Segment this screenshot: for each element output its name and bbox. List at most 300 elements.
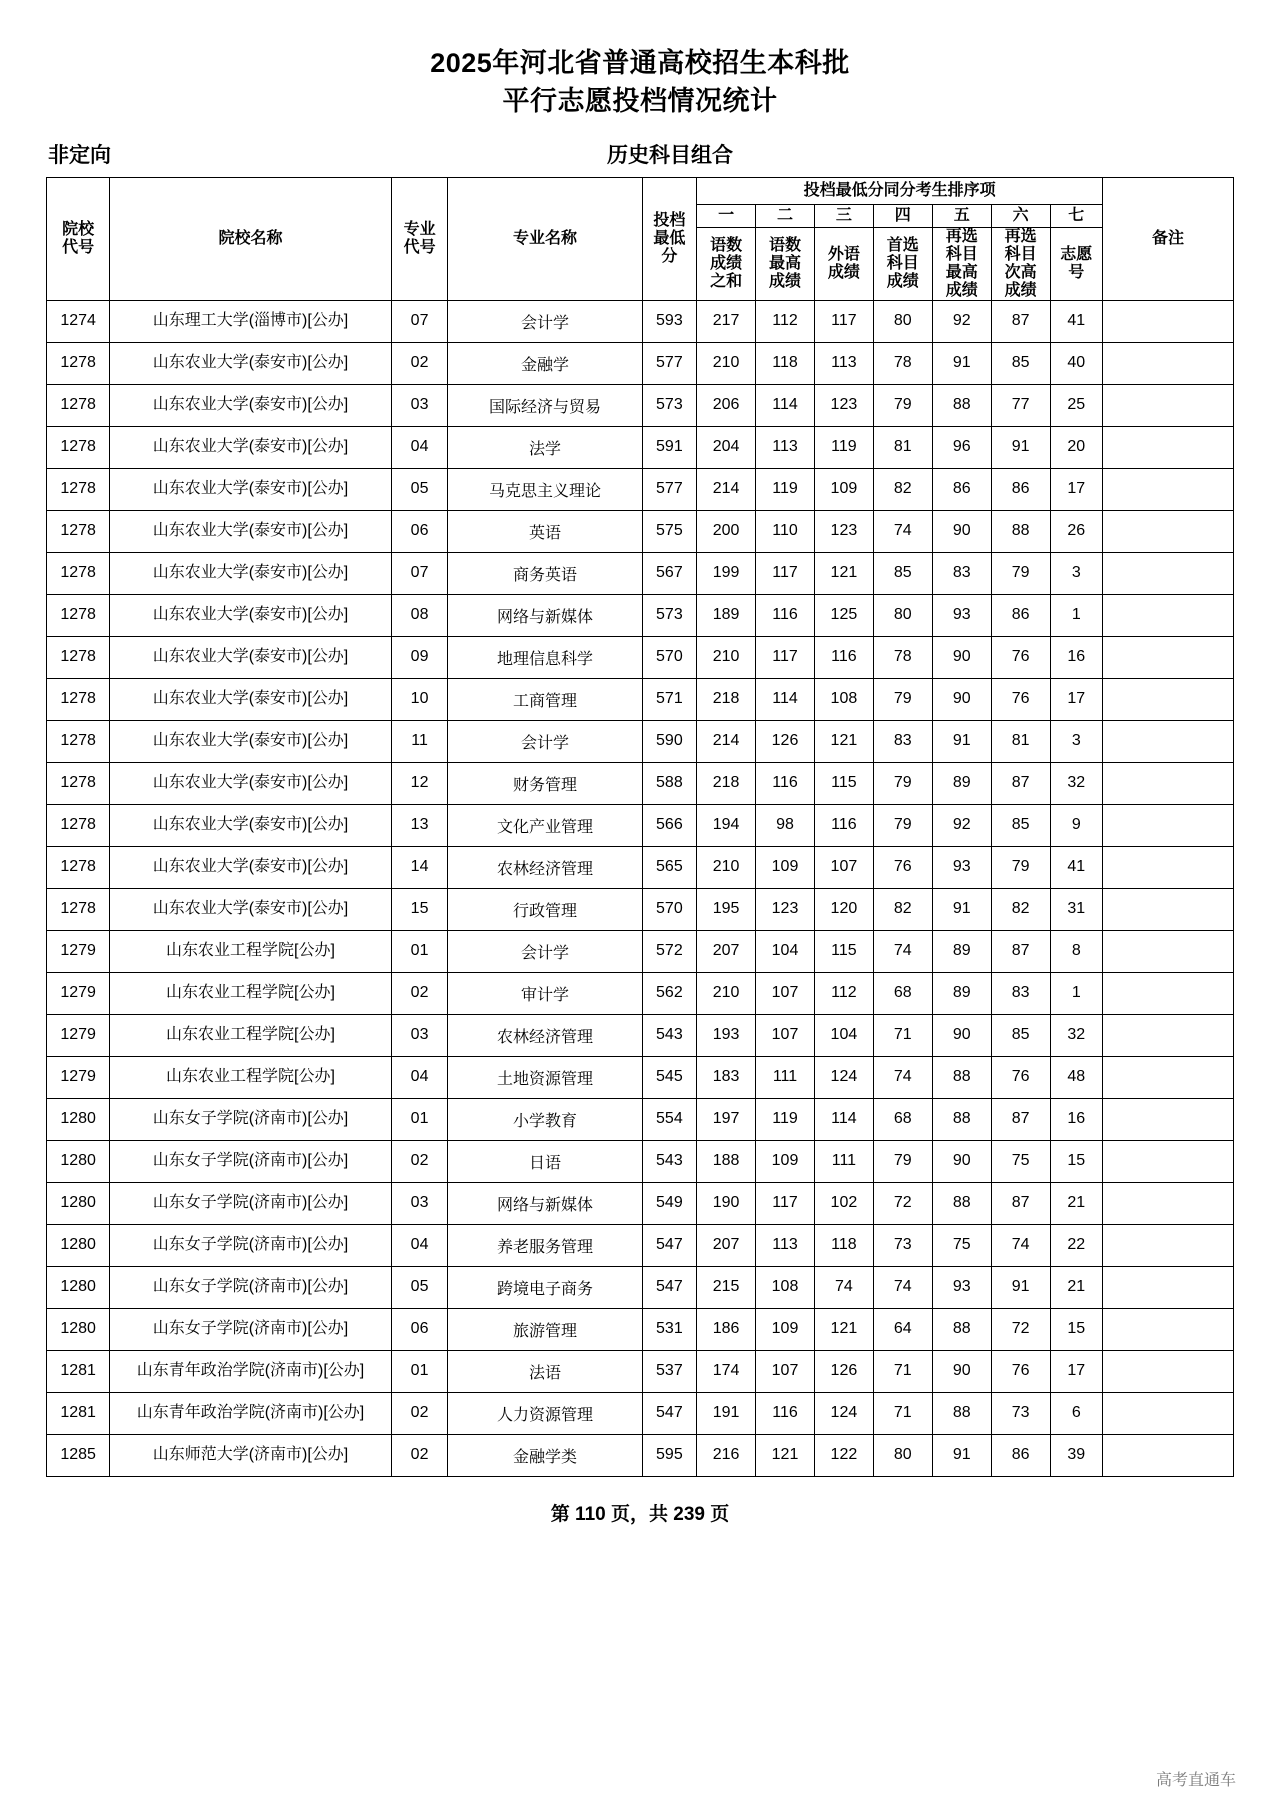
cell-rank-5: 90 <box>932 1140 991 1182</box>
header-rank-num-5: 五 <box>932 204 991 227</box>
cell-rank-5: 90 <box>932 1014 991 1056</box>
cell-rank-5: 90 <box>932 1350 991 1392</box>
cell-rank-1: 206 <box>697 384 756 426</box>
cell-major-name: 日语 <box>448 1140 642 1182</box>
cell-major-code: 02 <box>391 1140 448 1182</box>
cell-major-name: 农林经济管理 <box>448 846 642 888</box>
cell-major-name: 旅游管理 <box>448 1308 642 1350</box>
cell-rank-2: 109 <box>756 1140 815 1182</box>
cell-rank-1: 200 <box>697 510 756 552</box>
cell-rank-2: 111 <box>756 1056 815 1098</box>
table-row <box>47 720 1234 762</box>
cell-rank-7: 22 <box>1050 1224 1102 1266</box>
cell-rank-2: 114 <box>756 384 815 426</box>
cell-school-name: 山东理工大学(淄博市)[公办] <box>110 300 391 342</box>
header-rank-num-2: 二 <box>756 204 815 227</box>
cell-rank-4: 71 <box>873 1350 932 1392</box>
cell-rank-6: 79 <box>991 846 1050 888</box>
cell-rank-3: 104 <box>814 1014 873 1056</box>
cell-rank-4: 79 <box>873 384 932 426</box>
cell-min-score: 577 <box>642 468 697 510</box>
cell-major-code: 07 <box>391 552 448 594</box>
cell-rank-3: 108 <box>814 678 873 720</box>
cell-rank-1: 195 <box>697 888 756 930</box>
cell-rank-3: 114 <box>814 1098 873 1140</box>
table-row <box>47 1014 1234 1056</box>
cell-school-code: 1278 <box>47 846 110 888</box>
cell-remark <box>1103 1014 1234 1056</box>
cell-major-name: 审计学 <box>448 972 642 1014</box>
cell-rank-7: 15 <box>1050 1308 1102 1350</box>
cell-rank-5: 91 <box>932 1434 991 1476</box>
cell-min-score: 537 <box>642 1350 697 1392</box>
cell-school-code: 1278 <box>47 384 110 426</box>
cell-school-code: 1278 <box>47 720 110 762</box>
cell-school-code: 1280 <box>47 1098 110 1140</box>
cell-school-name: 山东农业大学(泰安市)[公办] <box>110 720 391 762</box>
header-rank-num-7: 七 <box>1050 204 1102 227</box>
header-school-code: 院校 代号 <box>47 177 110 300</box>
cell-rank-3: 121 <box>814 1308 873 1350</box>
cell-rank-5: 88 <box>932 1056 991 1098</box>
cell-rank-7: 26 <box>1050 510 1102 552</box>
cell-rank-7: 31 <box>1050 888 1102 930</box>
table-row <box>47 468 1234 510</box>
cell-rank-3: 115 <box>814 930 873 972</box>
cell-rank-4: 71 <box>873 1014 932 1056</box>
cell-major-name: 土地资源管理 <box>448 1056 642 1098</box>
cell-rank-2: 119 <box>756 468 815 510</box>
cell-min-score: 571 <box>642 678 697 720</box>
title-line-2: 平行志愿投档情况统计 <box>502 86 778 117</box>
cell-major-name: 财务管理 <box>448 762 642 804</box>
cell-rank-1: 215 <box>697 1266 756 1308</box>
cell-major-name: 行政管理 <box>448 888 642 930</box>
cell-school-code: 1274 <box>47 300 110 342</box>
cell-remark <box>1103 720 1234 762</box>
cell-rank-4: 80 <box>873 1434 932 1476</box>
cell-rank-2: 116 <box>756 594 815 636</box>
cell-rank-7: 32 <box>1050 1014 1102 1056</box>
cell-major-code: 02 <box>391 1434 448 1476</box>
cell-rank-7: 41 <box>1050 846 1102 888</box>
cell-rank-1: 183 <box>697 1056 756 1098</box>
cell-rank-5: 89 <box>932 972 991 1014</box>
cell-rank-1: 218 <box>697 762 756 804</box>
cell-major-name: 农林经济管理 <box>448 1014 642 1056</box>
cell-major-name: 商务英语 <box>448 552 642 594</box>
cell-school-code: 1279 <box>47 1056 110 1098</box>
header-rank-label-4: 首选 科目 成绩 <box>873 227 932 300</box>
cell-rank-3: 125 <box>814 594 873 636</box>
cell-major-code: 01 <box>391 1350 448 1392</box>
cell-rank-6: 87 <box>991 300 1050 342</box>
cell-rank-2: 116 <box>756 762 815 804</box>
cell-rank-5: 90 <box>932 636 991 678</box>
cell-remark <box>1103 594 1234 636</box>
header-rank-label-1: 语数 成绩 之和 <box>697 227 756 300</box>
admission-score-table <box>46 177 1234 1477</box>
cell-rank-3: 112 <box>814 972 873 1014</box>
cell-remark <box>1103 468 1234 510</box>
cell-min-score: 543 <box>642 1014 697 1056</box>
cell-school-name: 山东农业工程学院[公办] <box>110 1056 391 1098</box>
table-row <box>47 1098 1234 1140</box>
cell-rank-4: 64 <box>873 1308 932 1350</box>
header-tiebreak-group: 投档最低分同分考生排序项 <box>697 177 1103 204</box>
cell-school-code: 1278 <box>47 510 110 552</box>
cell-remark <box>1103 342 1234 384</box>
cell-min-score: 545 <box>642 1056 697 1098</box>
table-row <box>47 1350 1234 1392</box>
cell-remark <box>1103 1182 1234 1224</box>
cell-major-code: 10 <box>391 678 448 720</box>
cell-rank-2: 107 <box>756 1350 815 1392</box>
cell-major-name: 会计学 <box>448 930 642 972</box>
cell-rank-1: 217 <box>697 300 756 342</box>
cell-rank-4: 74 <box>873 930 932 972</box>
cell-min-score: 547 <box>642 1266 697 1308</box>
cell-major-name: 跨境电子商务 <box>448 1266 642 1308</box>
cell-school-name: 山东农业工程学院[公办] <box>110 972 391 1014</box>
cell-rank-4: 82 <box>873 888 932 930</box>
cell-rank-3: 116 <box>814 804 873 846</box>
cell-rank-7: 17 <box>1050 1350 1102 1392</box>
cell-major-code: 13 <box>391 804 448 846</box>
header-remark: 备注 <box>1103 177 1234 300</box>
cell-rank-4: 83 <box>873 720 932 762</box>
cell-rank-5: 92 <box>932 300 991 342</box>
cell-rank-5: 83 <box>932 552 991 594</box>
cell-rank-3: 121 <box>814 720 873 762</box>
cell-rank-3: 120 <box>814 888 873 930</box>
cell-rank-2: 114 <box>756 678 815 720</box>
cell-remark <box>1103 1224 1234 1266</box>
cell-major-name: 金融学类 <box>448 1434 642 1476</box>
cell-rank-6: 91 <box>991 426 1050 468</box>
cell-rank-1: 210 <box>697 972 756 1014</box>
cell-rank-4: 79 <box>873 678 932 720</box>
cell-rank-3: 123 <box>814 510 873 552</box>
table-body <box>47 300 1234 1476</box>
cell-rank-7: 21 <box>1050 1182 1102 1224</box>
cell-min-score: 590 <box>642 720 697 762</box>
cell-rank-7: 25 <box>1050 384 1102 426</box>
cell-rank-4: 85 <box>873 552 932 594</box>
cell-major-name: 地理信息科学 <box>448 636 642 678</box>
cell-school-code: 1279 <box>47 1014 110 1056</box>
cell-rank-3: 123 <box>814 384 873 426</box>
cell-rank-5: 88 <box>932 1098 991 1140</box>
cell-remark <box>1103 300 1234 342</box>
cell-rank-1: 194 <box>697 804 756 846</box>
cell-remark <box>1103 426 1234 468</box>
cell-min-score: 566 <box>642 804 697 846</box>
cell-rank-2: 121 <box>756 1434 815 1476</box>
cell-school-name: 山东女子学院(济南市)[公办] <box>110 1098 391 1140</box>
cell-rank-1: 210 <box>697 846 756 888</box>
cell-major-code: 07 <box>391 300 448 342</box>
cell-remark <box>1103 804 1234 846</box>
cell-min-score: 572 <box>642 930 697 972</box>
cell-rank-4: 81 <box>873 426 932 468</box>
table-row <box>47 1224 1234 1266</box>
cell-rank-2: 117 <box>756 1182 815 1224</box>
cell-remark <box>1103 1434 1234 1476</box>
cell-min-score: 595 <box>642 1434 697 1476</box>
table-row <box>47 1434 1234 1476</box>
cell-rank-3: 124 <box>814 1392 873 1434</box>
cell-major-code: 12 <box>391 762 448 804</box>
cell-rank-7: 16 <box>1050 1098 1102 1140</box>
cell-remark <box>1103 552 1234 594</box>
cell-rank-2: 123 <box>756 888 815 930</box>
cell-rank-5: 92 <box>932 804 991 846</box>
cell-rank-7: 41 <box>1050 300 1102 342</box>
cell-rank-1: 218 <box>697 678 756 720</box>
cell-school-name: 山东师范大学(济南市)[公办] <box>110 1434 391 1476</box>
cell-rank-3: 109 <box>814 468 873 510</box>
cell-school-code: 1279 <box>47 930 110 972</box>
cell-remark <box>1103 1308 1234 1350</box>
cell-rank-3: 116 <box>814 636 873 678</box>
cell-school-code: 1278 <box>47 468 110 510</box>
cell-rank-2: 113 <box>756 1224 815 1266</box>
cell-major-code: 14 <box>391 846 448 888</box>
cell-rank-7: 17 <box>1050 468 1102 510</box>
cell-school-code: 1281 <box>47 1392 110 1434</box>
cell-remark <box>1103 1392 1234 1434</box>
cell-rank-4: 78 <box>873 342 932 384</box>
cell-rank-4: 74 <box>873 1266 932 1308</box>
cell-rank-4: 72 <box>873 1182 932 1224</box>
cell-rank-7: 3 <box>1050 552 1102 594</box>
header-major-code: 专业 代号 <box>391 177 448 300</box>
cell-rank-3: 74 <box>814 1266 873 1308</box>
cell-school-name: 山东女子学院(济南市)[公办] <box>110 1224 391 1266</box>
cell-min-score: 543 <box>642 1140 697 1182</box>
header-min-score: 投档 最低 分 <box>642 177 697 300</box>
cell-min-score: 570 <box>642 888 697 930</box>
cell-school-name: 山东女子学院(济南市)[公办] <box>110 1308 391 1350</box>
cell-rank-1: 210 <box>697 342 756 384</box>
header-rank-num-4: 四 <box>873 204 932 227</box>
cell-rank-6: 86 <box>991 1434 1050 1476</box>
cell-rank-1: 216 <box>697 1434 756 1476</box>
cell-rank-3: 126 <box>814 1350 873 1392</box>
cell-major-code: 02 <box>391 972 448 1014</box>
cell-school-name: 山东农业大学(泰安市)[公办] <box>110 594 391 636</box>
cell-rank-1: 199 <box>697 552 756 594</box>
cell-major-code: 11 <box>391 720 448 762</box>
cell-school-code: 1278 <box>47 342 110 384</box>
cell-remark <box>1103 1056 1234 1098</box>
cell-min-score: 575 <box>642 510 697 552</box>
table-row <box>47 804 1234 846</box>
cell-rank-4: 71 <box>873 1392 932 1434</box>
table-row <box>47 426 1234 468</box>
cell-rank-1: 191 <box>697 1392 756 1434</box>
cell-rank-4: 73 <box>873 1224 932 1266</box>
cell-rank-5: 75 <box>932 1224 991 1266</box>
cell-rank-1: 189 <box>697 594 756 636</box>
cell-rank-7: 6 <box>1050 1392 1102 1434</box>
cell-school-name: 山东女子学院(济南市)[公办] <box>110 1266 391 1308</box>
header-major-name: 专业名称 <box>448 177 642 300</box>
cell-rank-5: 88 <box>932 1392 991 1434</box>
cell-min-score: 573 <box>642 384 697 426</box>
cell-rank-4: 68 <box>873 972 932 1014</box>
cell-school-code: 1278 <box>47 426 110 468</box>
table-row <box>47 594 1234 636</box>
cell-rank-1: 204 <box>697 426 756 468</box>
cell-rank-5: 93 <box>932 594 991 636</box>
cell-rank-6: 87 <box>991 762 1050 804</box>
cell-major-name: 英语 <box>448 510 642 552</box>
cell-min-score: 591 <box>642 426 697 468</box>
table-row <box>47 846 1234 888</box>
cell-major-code: 15 <box>391 888 448 930</box>
cell-major-code: 04 <box>391 426 448 468</box>
cell-rank-7: 15 <box>1050 1140 1102 1182</box>
cell-rank-1: 197 <box>697 1098 756 1140</box>
cell-rank-6: 85 <box>991 804 1050 846</box>
cell-rank-4: 76 <box>873 846 932 888</box>
cell-rank-5: 89 <box>932 930 991 972</box>
cell-rank-3: 119 <box>814 426 873 468</box>
cell-school-code: 1278 <box>47 678 110 720</box>
cell-rank-1: 190 <box>697 1182 756 1224</box>
cell-rank-2: 109 <box>756 1308 815 1350</box>
cell-rank-3: 122 <box>814 1434 873 1476</box>
page-footer: 第 110 页，共 239 页 <box>550 1503 730 1525</box>
cell-remark <box>1103 762 1234 804</box>
cell-major-code: 03 <box>391 1182 448 1224</box>
cell-rank-6: 75 <box>991 1140 1050 1182</box>
cell-remark <box>1103 930 1234 972</box>
cell-school-code: 1278 <box>47 636 110 678</box>
cell-rank-5: 93 <box>932 1266 991 1308</box>
cell-rank-7: 20 <box>1050 426 1102 468</box>
cell-min-score: 562 <box>642 972 697 1014</box>
table-row <box>47 636 1234 678</box>
table-row <box>47 1266 1234 1308</box>
cell-remark <box>1103 1098 1234 1140</box>
cell-rank-5: 88 <box>932 384 991 426</box>
cell-school-code: 1278 <box>47 804 110 846</box>
cell-school-code: 1280 <box>47 1266 110 1308</box>
cell-rank-6: 76 <box>991 1350 1050 1392</box>
cell-rank-6: 87 <box>991 930 1050 972</box>
cell-rank-5: 91 <box>932 342 991 384</box>
cell-min-score: 573 <box>642 594 697 636</box>
cell-rank-3: 113 <box>814 342 873 384</box>
cell-school-name: 山东农业大学(泰安市)[公办] <box>110 888 391 930</box>
cell-major-code: 03 <box>391 384 448 426</box>
cell-school-code: 1285 <box>47 1434 110 1476</box>
cell-rank-2: 104 <box>756 930 815 972</box>
cell-min-score: 588 <box>642 762 697 804</box>
cell-school-code: 1278 <box>47 552 110 594</box>
cell-major-code: 08 <box>391 594 448 636</box>
cell-rank-6: 87 <box>991 1182 1050 1224</box>
header-rank-num-1: 一 <box>697 204 756 227</box>
cell-school-name: 山东农业大学(泰安市)[公办] <box>110 762 391 804</box>
cell-rank-5: 88 <box>932 1182 991 1224</box>
cell-rank-1: 214 <box>697 468 756 510</box>
cell-rank-2: 117 <box>756 636 815 678</box>
cell-rank-6: 85 <box>991 342 1050 384</box>
cell-min-score: 531 <box>642 1308 697 1350</box>
cell-school-code: 1278 <box>47 888 110 930</box>
table-row <box>47 972 1234 1014</box>
cell-school-name: 山东农业工程学院[公办] <box>110 1014 391 1056</box>
cell-rank-6: 88 <box>991 510 1050 552</box>
cell-rank-5: 90 <box>932 678 991 720</box>
cell-major-name: 金融学 <box>448 342 642 384</box>
cell-rank-2: 117 <box>756 552 815 594</box>
cell-min-score: 567 <box>642 552 697 594</box>
cell-school-code: 1278 <box>47 762 110 804</box>
cell-school-code: 1278 <box>47 594 110 636</box>
cell-school-code: 1280 <box>47 1140 110 1182</box>
cell-rank-5: 93 <box>932 846 991 888</box>
cell-school-code: 1280 <box>47 1224 110 1266</box>
cell-min-score: 577 <box>642 342 697 384</box>
cell-school-name: 山东农业大学(泰安市)[公办] <box>110 636 391 678</box>
cell-rank-3: 102 <box>814 1182 873 1224</box>
cell-min-score: 547 <box>642 1224 697 1266</box>
header-rank-label-3: 外语 成绩 <box>814 227 873 300</box>
cell-major-code: 05 <box>391 468 448 510</box>
cell-rank-1: 207 <box>697 930 756 972</box>
table-row <box>47 888 1234 930</box>
cell-major-code: 02 <box>391 1392 448 1434</box>
table-row <box>47 1308 1234 1350</box>
table-row <box>47 930 1234 972</box>
cell-major-name: 小学教育 <box>448 1098 642 1140</box>
cell-rank-2: 112 <box>756 300 815 342</box>
cell-rank-7: 17 <box>1050 678 1102 720</box>
cell-school-name: 山东女子学院(济南市)[公办] <box>110 1140 391 1182</box>
cell-rank-7: 8 <box>1050 930 1102 972</box>
cell-major-code: 04 <box>391 1056 448 1098</box>
cell-rank-1: 174 <box>697 1350 756 1392</box>
cell-major-name: 文化产业管理 <box>448 804 642 846</box>
cell-major-code: 06 <box>391 510 448 552</box>
table-row <box>47 342 1234 384</box>
cell-rank-4: 68 <box>873 1098 932 1140</box>
cell-rank-5: 91 <box>932 720 991 762</box>
cell-school-name: 山东农业大学(泰安市)[公办] <box>110 552 391 594</box>
cell-school-name: 山东农业大学(泰安市)[公办] <box>110 846 391 888</box>
header-rank-label-5: 再选 科目 最高 成绩 <box>932 227 991 300</box>
cell-major-code: 02 <box>391 342 448 384</box>
table-row <box>47 1056 1234 1098</box>
cell-rank-6: 83 <box>991 972 1050 1014</box>
cell-major-name: 国际经济与贸易 <box>448 384 642 426</box>
cell-rank-2: 113 <box>756 426 815 468</box>
page-title <box>46 44 1234 121</box>
cell-major-code: 01 <box>391 1098 448 1140</box>
cell-major-code: 04 <box>391 1224 448 1266</box>
cell-rank-6: 86 <box>991 594 1050 636</box>
cell-min-score: 570 <box>642 636 697 678</box>
cell-major-name: 法语 <box>448 1350 642 1392</box>
cell-school-name: 山东农业大学(泰安市)[公办] <box>110 510 391 552</box>
cell-rank-4: 78 <box>873 636 932 678</box>
cell-major-name: 法学 <box>448 426 642 468</box>
